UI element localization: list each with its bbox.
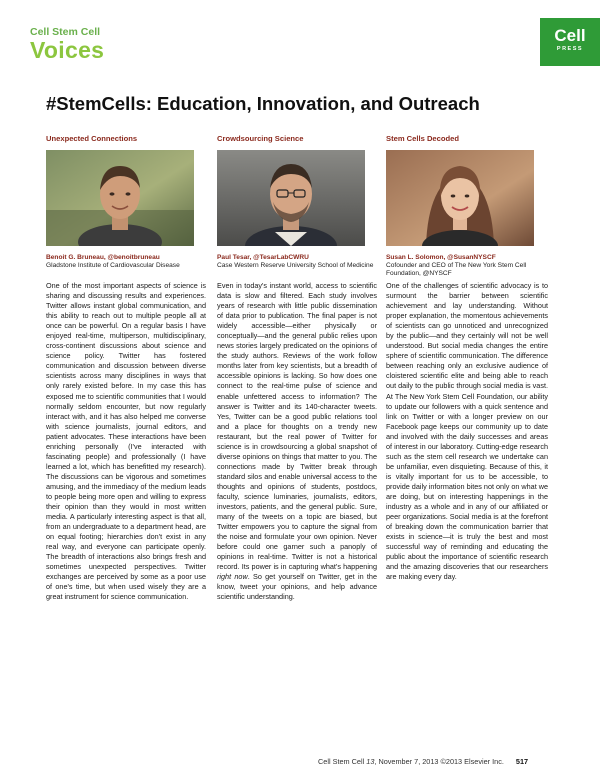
body-text: Even in today's instant world, access to scientific data is slow and filtered. Each study involves years of research with little public dissemination of data prior to publication. The final paper is not widely accessible—either physically or conceptually—and the general public relies upon news stories largely predicated on the opinions of the study authors. Reviews of the work follow months later from key scientists, but a breadth of accessible opinions is lacking. So how does one connect to the real-time pulse of science and enable unfettered access to information? The answer is Twitter and its 140-character tweets. Yes, Twitter can be a good public relations tool and a place for thoughts on a trendy new restaurant, but the real power of Twitter for science is in crowdsourcing a global snapshot of diverse opinions on things that matter to you. The connections made by Twitter break through standard silos and enable universal access to the thoughts and opinions of students, postdocs, faculty, science luminaries, journalists, editors, investors, patients, and the general public. Sure, many of the tweets on a topic are biased, but Twitter empowers you to capture the signal from the noise and formulate your own opinion. Never before could one garner such a panoply of opinions in real-time. Twitter is not a historical record. Its power is in capturing what's happening (217, 281, 377, 572)
body-text: One of the most important aspects of science is sharing and discussing results and experiences. Twitter allows instant global communication, and this ability to reach out to multiple people all at once can be powerful. On a regular basis I have enjoyed real-time, multiperson, multidisciplinary, cross-continent discussions about science and science policy. Twitter has fostered communication and discussion between diverse scientists across many disciplines in ways that only rarely existed before. In my case this has exposed me to scientific communities that I would normally seldom encounter, but now regularly interact with, and it has also helped me converse with science journalists, journal editors, and patient advocates. These interactions have been enriching personally (I've interacted with fascinating people) and professionally (I have learned a lot, which has benefitted my research). The discussions can be vigorous and sometimes amusing, and the immediacy of the medium leads to people being more open and willing to express their opinion than they would in most written media. A particularly interesting aspect is that all, from an undergraduate to a department head, are on equal footing; hierarchies don't exist in any real way, and everyone can participate openly. The breadth of interactions also brings fresh and sometimes unexpected perspectives. Twitter exchanges are perceived by some as a poor use of one's time, but when used wisely they are a great instrument for science communication. (46, 281, 206, 602)
portrait-image (46, 150, 194, 246)
journal-name: Cell Stem Cell (30, 26, 101, 38)
column-category: Stem Cells Decoded (386, 134, 460, 143)
body-emphasis: right now (217, 572, 248, 582)
column-stem-cells-decoded (386, 134, 548, 278)
page-footer (318, 757, 528, 766)
author-affiliation: Case Western Reserve University School of Medicine (217, 262, 374, 269)
page-number: 517 (515, 757, 529, 766)
author-credit (46, 254, 206, 270)
column-crowdsourcing-science (217, 134, 377, 270)
logo-sub: PRESS (556, 46, 584, 52)
column-category: Unexpected Connections (46, 134, 138, 143)
citation-volume: 13 (366, 757, 375, 766)
section-title: Voices (30, 37, 105, 63)
author-name: Susan L. Solomon, @SusanNYSCF (386, 254, 496, 261)
author-name: Benoit G. Bruneau, @benoitbruneau (46, 254, 160, 261)
author-credit (217, 254, 377, 270)
article-body-solomon (386, 281, 548, 582)
logo-main: Cell (554, 26, 586, 45)
body-paragraph (46, 281, 206, 603)
article-body-bruneau (46, 281, 206, 603)
article-body-tesar (217, 281, 377, 603)
author-photo-tesar (217, 150, 365, 246)
body-text-end: . So get yourself on Twitter, get in the know, tweet your opinions, and help advance scientific understanding. (217, 572, 377, 602)
author-name: Paul Tesar, @TesarLabCWRU (217, 254, 309, 261)
headline: #StemCells: Education, Innovation, and Outreach (46, 93, 480, 114)
author-credit (386, 254, 548, 278)
cell-press-logo (540, 18, 600, 66)
author-photo-bruneau (46, 150, 194, 246)
citation-pre: Cell Stem Cell (318, 757, 367, 766)
portrait-image (217, 150, 365, 246)
body-paragraph (217, 281, 377, 603)
author-affiliation: Cofounder and CEO of The New York Stem Cell Foundation, @NYSCF (386, 262, 527, 277)
body-paragraph (386, 281, 548, 582)
author-affiliation: Gladstone Institute of Cardiovascular Disease (46, 262, 180, 269)
body-text: One of the challenges of scientific advocacy is to surmount the barrier between scientific achievement and lay understanding. Without proper explanation, the momentous achievements of scientists can go unnoticed and unrecognized by the public—and they certainly will not be well understood. But social media changes the entire sphere of scientific communication. The difference between reaching only an exclusive audience of cloistered scientific elite and being able to reach out daily to the public through social media is vast. At The New York Stem Cell Foundation, our ability to update our followers with a quick sentence and link on Twitter or with a longer preview on our Facebook page keeps our community up to date and involved with the daily successes and areas of interest in our laboratory. Cutting-edge research such as the stem cell research we undertake can be unfamiliar, even disquieting. Because of this, it is vitally important for us to be accessible, to provide daily information bites not only on what we are doing, but on interesting happenings in the industry as a whole and in any of our affiliated or peer organizations. Social media is at the forefront of breaking down the communication barrier that exists in science—it is truly the best and most successful way of reminding and educating the public about the importance of scientific research and the amazing discoveries that our researchers are making every day. (386, 281, 549, 582)
citation-post: , November 7, 2013 ©2013 Elsevier Inc. (374, 757, 504, 766)
portrait-image (386, 150, 534, 246)
column-unexpected-connections (46, 134, 206, 270)
column-category: Crowdsourcing Science (217, 134, 304, 143)
author-photo-solomon (386, 150, 534, 246)
